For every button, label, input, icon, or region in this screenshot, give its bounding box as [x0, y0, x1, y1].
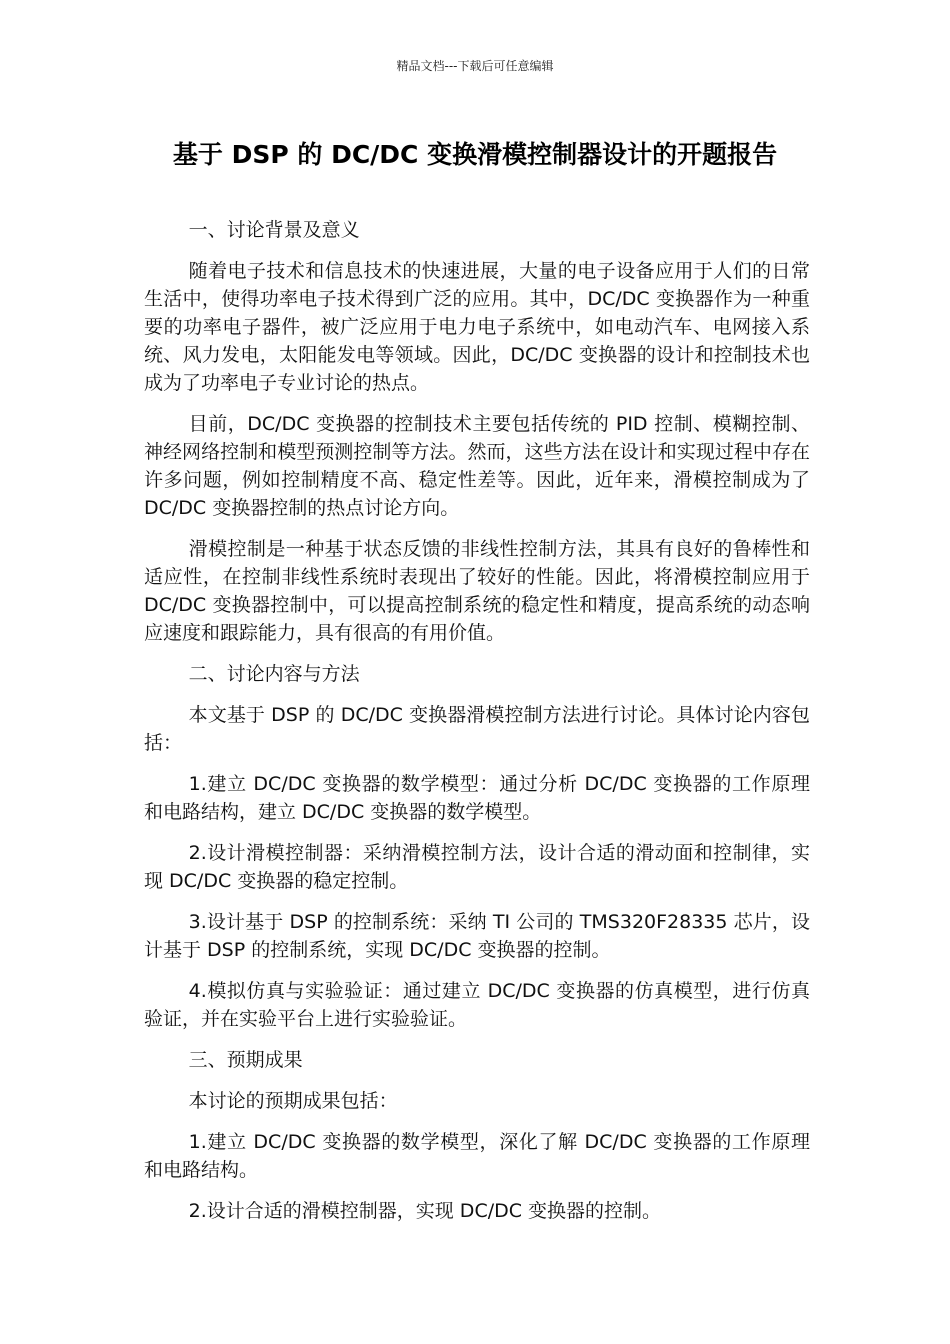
list-item-content-4: 4.模拟仿真与实验验证：通过建立 DC/DC 变换器的仿真模型，进行仿真验证，并在实验平台上进行实验验证。	[144, 980, 810, 1030]
paragraph-background-3: 滑模控制是一种基于状态反馈的非线性控制方法，其具有良好的鲁棒性和适应性，在控制非线性系统时表现出了较好的性能。因此，将滑模控制应用于 DC/DC 变换器控制中，可以提高控制系统的稳定性和精度，提高系统的动态响应速度和跟踪能力，具有很高的有用价值。	[144, 538, 810, 644]
document-title: 基于 DSP 的 DC/DC 变换滑模控制器设计的开题报告	[172, 140, 778, 169]
paragraph-background-1: 随着电子技术和信息技术的快速进展，大量的电子设备应用于人们的日常生活中，使得功率电子技术得到广泛的应用。其中，DC/DC 变换器作为一种重要的功率电子器件，被广泛应用于电力电子系统中，如电动汽车、电网接入系统、风力发电，太阳能发电等领域。因此，DC/DC 变换器的设计和控制技术也成为了功率电子专业讨论的热点。	[144, 260, 810, 394]
section-heading-background: 一、讨论背景及意义	[188, 219, 360, 241]
header-note: 精品文档---下载后可任意编辑	[396, 59, 554, 73]
document-body	[144, 216, 810, 1238]
section-heading-content-methods: 二、讨论内容与方法	[188, 663, 360, 685]
list-item-content-2: 2.设计滑模控制器：采纳滑模控制方法，设计合适的滑动面和控制律，实现 DC/DC 变换器的稳定控制。	[144, 842, 810, 892]
section-heading-expected-results: 三、预期成果	[188, 1049, 303, 1071]
paragraph-background-2: 目前，DC/DC 变换器的控制技术主要包括传统的 PID 控制、模糊控制、神经网络控制和模型预测控制等方法。然而，这些方法在设计和实现过程中存在许多问题，例如控制精度不高、稳定性差等。因此，近年来，滑模控制成为了 DC/DC 变换器控制的热点讨论方向。	[144, 413, 810, 519]
paragraph-content-intro: 本文基于 DSP 的 DC/DC 变换器滑模控制方法进行讨论。具体讨论内容包括：	[144, 704, 810, 754]
list-item-results-1: 1.建立 DC/DC 变换器的数学模型，深化了解 DC/DC 变换器的工作原理和电路结构。	[144, 1131, 810, 1181]
list-item-content-1: 1.建立 DC/DC 变换器的数学模型：通过分析 DC/DC 变换器的工作原理和电路结构，建立 DC/DC 变换器的数学模型。	[144, 773, 810, 823]
paragraph-results-intro: 本讨论的预期成果包括：	[188, 1090, 398, 1112]
list-item-content-3: 3.设计基于 DSP 的控制系统：采纳 TI 公司的 TMS320F28335 芯片，设计基于 DSP 的控制系统，实现 DC/DC 变换器的控制。	[144, 911, 810, 961]
list-item-results-2: 2.设计合适的滑模控制器，实现 DC/DC 变换器的控制。	[188, 1200, 662, 1222]
